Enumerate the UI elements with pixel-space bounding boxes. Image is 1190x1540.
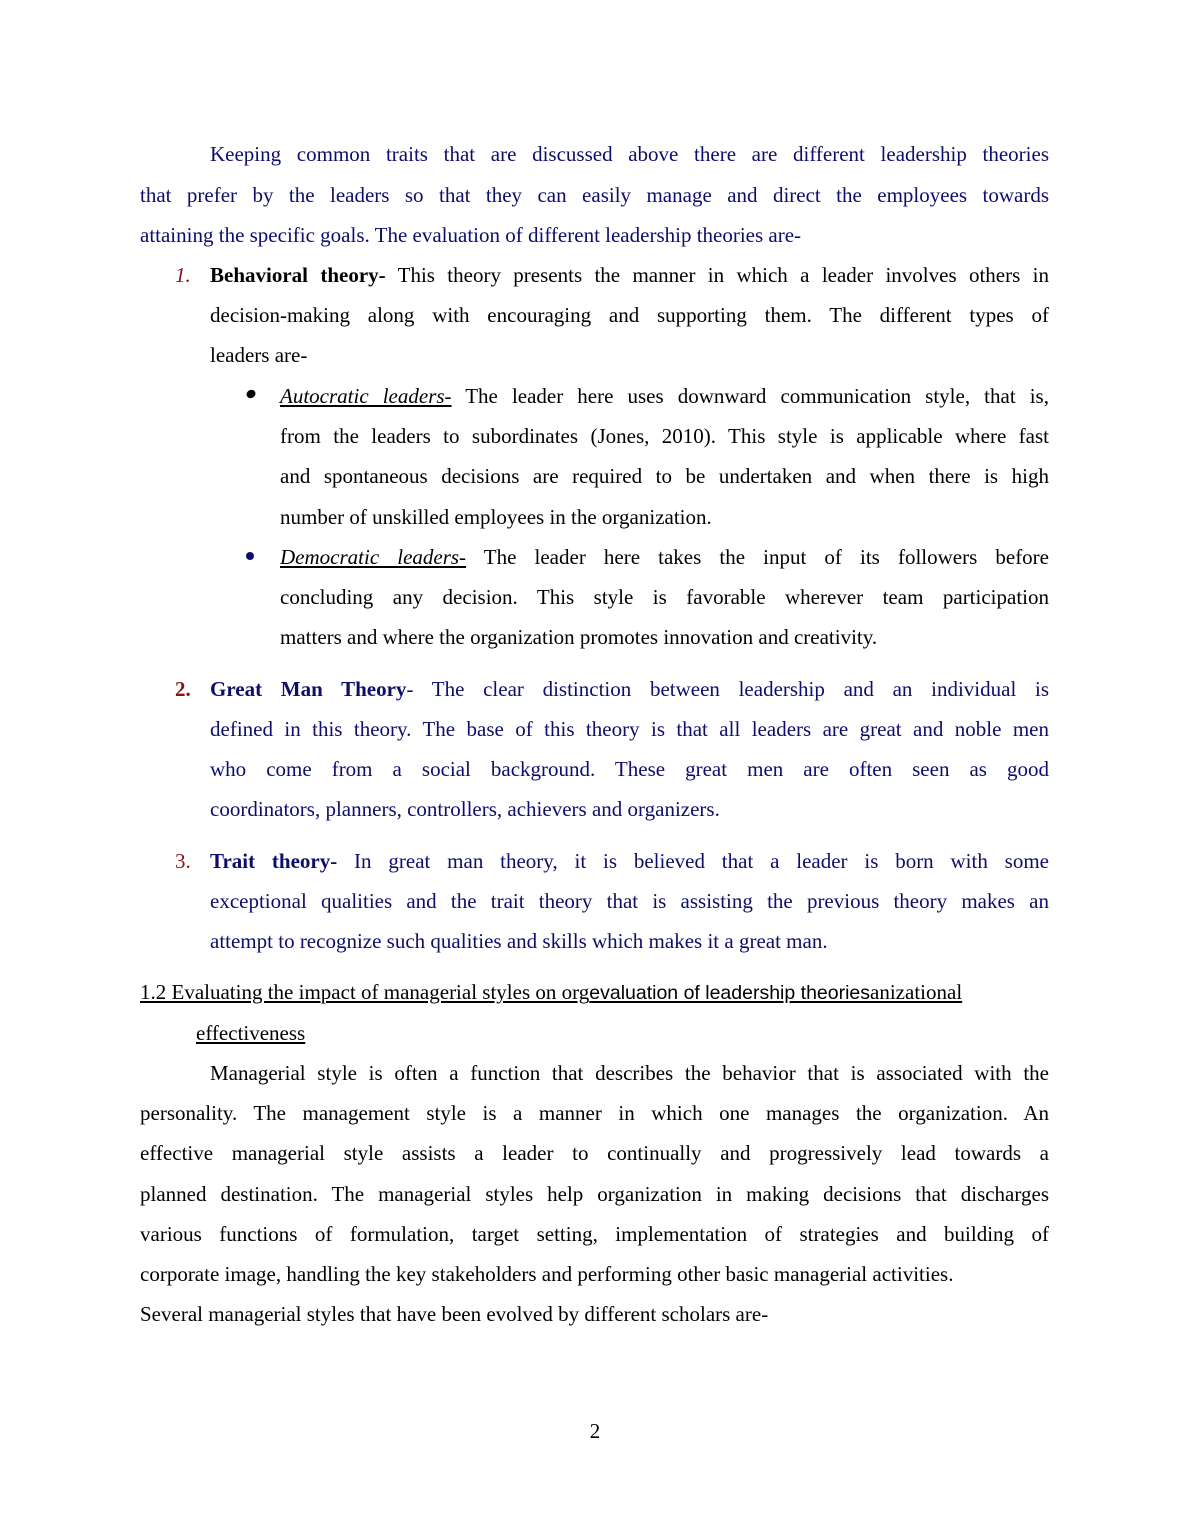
list-number: 1. bbox=[175, 263, 191, 287]
body-line: effective managerial style assists a leader to continually and progressively lead towards a bbox=[140, 1141, 1049, 1165]
subitem-line: from the leaders to subordinates (Jones, 2010). This style is applicable where fast bbox=[280, 424, 1049, 448]
subitem-title: Democratic leaders- bbox=[280, 545, 467, 569]
bullet-icon bbox=[245, 388, 257, 400]
body-line: planned destination. The managerial styles help organization in making decisions that discharges bbox=[140, 1182, 1049, 1206]
subitem-title: Autocratic leaders- bbox=[280, 384, 452, 408]
list-number: 3. bbox=[175, 849, 191, 873]
subitem-line bbox=[280, 376, 1049, 416]
subitem-text: The leader here uses downward communication style, that is, bbox=[451, 384, 1049, 408]
list-item-line bbox=[210, 669, 1049, 709]
intro-line: attaining the specific goals. The evaluation of different leadership theories are- bbox=[140, 223, 802, 247]
list-item-line: defined in this theory. The base of this theory is that all leaders are great and noble men bbox=[210, 717, 1049, 741]
subitem-line: and spontaneous decisions are required to be undertaken and when there is high bbox=[280, 464, 1049, 488]
list-item-line bbox=[210, 841, 1049, 881]
subitem-line: number of unskilled employees in the organization. bbox=[280, 505, 712, 529]
subitem-line: matters and where the organization promotes innovation and creativity. bbox=[280, 625, 878, 649]
subitem-line bbox=[280, 537, 1049, 577]
list-item-title: Great Man Theory bbox=[210, 677, 407, 701]
section-heading bbox=[140, 972, 1050, 1012]
intro-line: Keeping common traits that are discussed above there are different leadership theories bbox=[210, 142, 1049, 166]
section-heading-text: 1.2 Evaluating the impact of managerial styles on org bbox=[140, 980, 590, 1004]
page-number: 2 bbox=[589, 1419, 601, 1443]
bullet-icon bbox=[246, 552, 254, 560]
list-item-line: who come from a social background. These great men are often seen as good bbox=[210, 757, 1049, 781]
section-heading-inserted: evaluation of leadership theories bbox=[589, 982, 871, 1004]
list-item-line bbox=[210, 255, 1049, 295]
list-item-line: attempt to recognize such qualities and skills which makes it a great man. bbox=[210, 929, 828, 953]
list-item-line: coordinators, planners, controllers, achievers and organizers. bbox=[210, 797, 720, 821]
section-heading-text: anizational bbox=[870, 980, 963, 1004]
intro-line: that prefer by the leaders so that they can easily manage and direct the employees towards bbox=[140, 183, 1049, 207]
list-item-text: - The clear distinction between leadership and an individual is bbox=[406, 677, 1049, 701]
list-item-line: leaders are- bbox=[210, 343, 308, 367]
list-item-text: This theory presents the manner in which a leader involves others in bbox=[385, 263, 1049, 287]
body-line: Several managerial styles that have been evolved by different scholars are- bbox=[140, 1302, 769, 1326]
list-number: 2. bbox=[175, 677, 191, 701]
body-line: Managerial style is often a function that describes the behavior that is associated with the bbox=[210, 1061, 1049, 1085]
body-line: corporate image, handling the key stakeholders and performing other basic managerial activities. bbox=[140, 1262, 954, 1286]
list-item-line: decision-making along with encouraging and supporting them. The different types of bbox=[210, 303, 1049, 327]
body-line: personality. The management style is a manner in which one manages the organization. An bbox=[140, 1101, 1049, 1125]
section-heading-line2: effectiveness bbox=[196, 1021, 306, 1045]
list-item-text: In great man theory, it is believed that a leader is born with some bbox=[337, 849, 1049, 873]
list-item-title: Trait theory- bbox=[210, 849, 338, 873]
body-line: various functions of formulation, target setting, implementation of strategies and building of bbox=[140, 1222, 1049, 1246]
subitem-line: concluding any decision. This style is favorable wherever team participation bbox=[280, 585, 1049, 609]
subitem-text: The leader here takes the input of its followers before bbox=[466, 545, 1049, 569]
list-item-title: Behavioral theory- bbox=[210, 263, 386, 287]
list-item-line: exceptional qualities and the trait theory that is assisting the previous theory makes an bbox=[210, 889, 1049, 913]
